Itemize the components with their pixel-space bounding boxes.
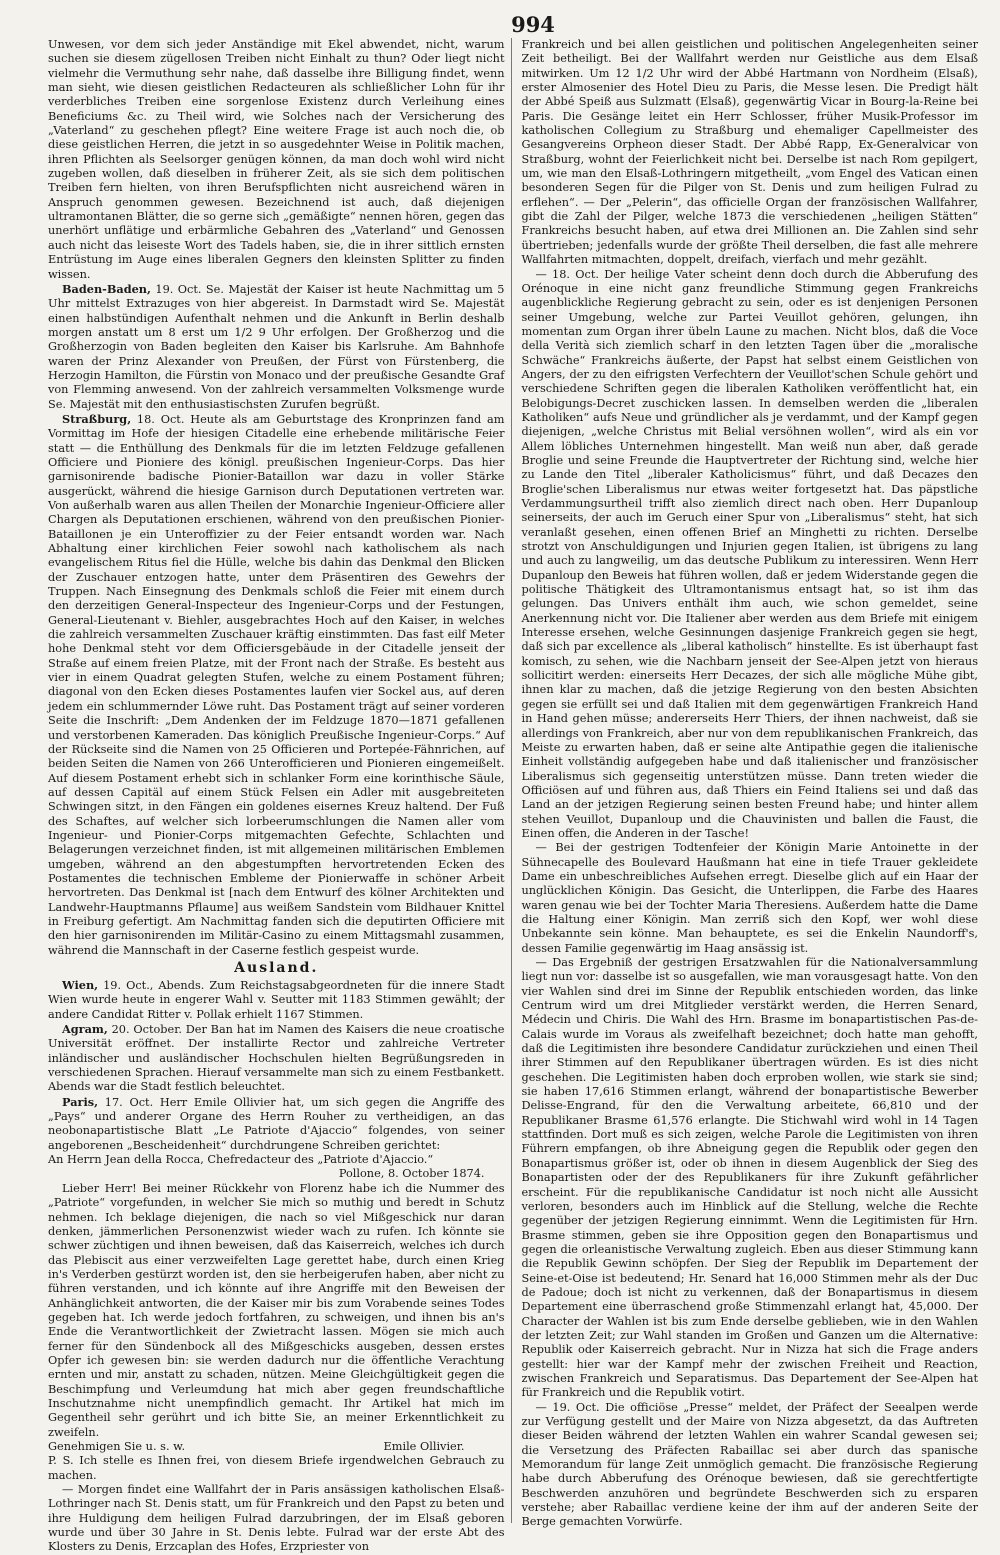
left-column (48, 38, 512, 1554)
article-paragraph: — 19. Oct. Die officiöse „Presse“ meldet, der Präfect der Seealpen werde zur Verfügung gestellt und der Maire von Nizza abgesetzt, da das Auftreten dieser Beiden während der letzten Wahlen ein wahrer Scandal gewesen sei; die Versetzung des Präfecten Rabaillac sei aber durch das spanische Memorandum für lange Zeit unmöglich gemacht. Die französische Regierung habe durch Abberufung des Orénoque bewiesen, daß sie gerechtfertigte Beschwerden anzuhören und begründete Beschwerden sich zu ersparen verstehe; aber Rabaillac verdiene keine der ihm auf der anderen Seite der Berge gemachten Vorwürfe. (521, 1400, 978, 1529)
article-paragraph: — 18. Oct. Der heilige Vater scheint denn doch durch die Abberufung des Orénoque in eine nicht ganz freundliche Stimmung gegen Frankreichs augenblickliche Regierung gebracht zu sein, oder es ist denjenigen Personen seiner Umgebung, welche zur Partei Veuillot gehören, gelungen, ihn momentan zum Organ ihrer übeln Laune zu machen. Nicht blos, daß die Voce della Verità sich ziemlich scharf in den letzten Tagen über die „moralische Schwäche“ Frankreichs äußerte, der Papst hat selbst einem Geistlichen von Angers, der zu den eifrigsten Verfechtern der Veuillot'schen Schule gehört und verschiedene Schriften gegen die liberalen Katholiken veröffentlicht hat, ein Belobigungs-Decret zuschicken lassen. In demselben werden die „liberalen Katholiken“ aufs Neue und gründlicher als je verdammt, und der Kampf gegen diejenigen, „welche Christus mit Belial versöhnen wollen“, wird als ein vor Allem löbliches Unternehmen hingestellt. Man weiß nun aber, daß gerade Broglie und seine Freunde die Hauptvertreter der Richtung sind, welche hier zu Lande den Titel „liberaler Katholicismus“ führt, und daß Decazes den Broglie'schen Liberalismus nur etwas weiter fortgesetzt hat. Das päpstliche Verdammungsurtheil trifft also ziemlich direct nach oben. Herr Dupanloup seinerseits, der auch im Geruch einer Spur von „Liberalismus“ steht, hat sich veranlaßt gesehen, einen offenen Brief an Minghetti zu richten. Derselbe strotzt von Anschuldigungen und Injurien gegen Italien, ist übrigens zu lang und auch zu langweilig, um das deutsche Publikum zu interessiren. Wenn Herr Dupanloup den Beweis hat führen wollen, daß er jedem Widerstande gegen die politische Thätigkeit des Ultramontanismus entsagt hat, so ist ihm das gelungen. Das Univers enthält ihm auch, wie schon gemeldet, seine Anerkennung nicht vor. Die Italiener aber werden aus dem Briefe mit einigem Interesse ersehen, welche Gesinnungen dasjenige Frankreich gegen sie hegt, daß sich par excellence als „liberal katholisch“ hinstellte. Es ist überhaupt fast komisch, zu sehen, wie die Nachbarn jenseit der See-Alpen jetzt von hieraus sollicitirt werden: einerseits Herr Decazes, der sich alle mögliche Mühe gibt, ihnen klar zu machen, daß die jetzige Regierung von den besten Absichten gegen sie erfüllt sei und daß Italien mit dem gegenwärtigen Frankreich Hand in Hand gehen müsse; andererseits Herr Thiers, der ihnen nachweist, daß sie allerdings von Frankreich, aber nur von dem republikanischen Frankreich, das Meiste zu erwarten haben, daß er seine alte Antipathie gegen die italienische Einheit vollständig aufgegeben habe und daß italienischer und französischer Liberalismus sich gegenseitig unterstützen müsse. Dann treten wieder die Officiösen auf und führen aus, daß Thiers ein Feind Italiens sei und daß das Land an der jetzigen Regierung seinen besten Freund habe; und hinter allem stehen Veuillot, Dupanloup und die Chauvinisten und ballen die Faust, die Einen offen, die Anderen in der Tasche! (521, 267, 978, 840)
section-heading: Ausland. (234, 960, 319, 976)
article-paragraph: — Bei der gestrigen Todtenfeier der Königin Marie Antoinette in der Sühnecapelle des Boulevard Haußmann hat eine in tiefe Trauer gekleidete Dame ein unbeschreibliches Aufsehen erregt. Dieselbe glich auf ein Haar der unglücklichen Königin. Das Gesicht, die Unterlippen, die Farbe des Haares waren genau wie bei der Tochter Maria Theresiens. Außerdem hatte die Dame die Haltung einer Königin. Man zerriß sich den Kopf, wer wohl diese Unbekannte sein könne. Man behauptete, es sei die Enkelin Naundorff's, dessen Familie gegenwärtig im Haag ansässig ist. (521, 841, 978, 955)
dateline: Paris, (62, 1094, 99, 1109)
letter-paragraph: Lieber Herr! Bei meiner Rückkehr von Florenz habe ich die Nummer des „Patriote“ vorgefunden, in welcher Sie mich so muthig und beredt in Schutz nehmen. Ich beklage diejenigen, die nach so viel Mißgeschick nur daran denken, jämmerlichen Personenzwist wieder wach zu rufen. Ich könnte sie schwer züchtigen und ihnen beweisen, daß das Kaiserreich, welches ich durch das Plebiscit aus einer verzweifelten Lage gerettet habe, durch einen Krieg in's Verderben gestürzt worden ist, den sie herbeigerufen haben, aber nicht zu führen verstanden, und ich könnte auf ihre Angriffe mit den Beweisen der Anhänglichkeit antworten, die der Kaiser mir bis zum Vorabende seines Todes gegeben hat. Ich werde jedoch fortfahren, zu schweigen, und ihnen bis an's Ende die Verantwortlichkeit der Zwietracht lassen. Mögen sie mich auch ferner für den Sündenbock all des Mißgeschicks ausgeben, dessen erstes Opfer ich gewesen bin: sie werden dadurch nur die öffentliche Verachtung ernten und mir, anstatt zu schaden, nützen. Meine Gleichgültigkeit gegen die Beschimpfung und Verleumdung hat mich aber gegen freundschaftliche Inschutznahme nicht unempfindlich gemacht. Ihr Artikel hat mich im Gegentheil sehr gerührt und ich bitte Sie, an meiner Erkenntlichkeit zu zweifeln. (48, 1181, 505, 1439)
letter-place-date: Pollone, 8. October 1874. (338, 1167, 485, 1181)
article-paragraph: Unwesen, vor dem sich jeder Anständige mit Ekel abwendet, nicht, warum suchen sie diesem zügellosen Treiben nicht Einhalt zu thun? Oder liegt nicht vielmehr die Vermuthung sehr nahe, daß dasselbe ihre Billigung findet, wenn man sieht, wie diesen geistlichen Redacteuren als schließlicher Lohn für ihr verderbliches Treiben eine sorgenlose Existenz durch Verleihung eines Beneficiums &c. zu Theil wird, wie Solches nach der Versicherung des „Vaterland“ zu geschehen pflegt? Eine weitere Frage ist auch noch die, ob diese geistlichen Herren, die jetzt in so ausgedehnter Weise in Politik machen, ihren Pflichten als Seelsorger genügen können, da man doch wohl wird nicht zugeben wollen, daß dieselben in früherer Zeit, als sie sich dem politischen Treiben fern hielten, von ihren Berufspflichten nicht ausreichend wären in Anspruch genommen gewesen. Bezeichnend ist auch, daß diejenigen ultramontanen Blätter, die so gerne sich „gemäßigte“ nennen hören, gegen das unerhört unflätige und erbärmliche Gebahren des „Vaterland“ und Genossen auch nicht das leiseste Wort des Tadels haben, sie, die in ihrer sittlich ernsten Entrüstung im Auge eines liberalen Gegners den kleinsten Splitter zu finden wissen. (48, 38, 505, 281)
article-paragraph (48, 1095, 505, 1153)
article-paragraph (48, 978, 505, 1022)
paragraph-text: 19. Oct. Se. Majestät der Kaiser ist heute Nachmittag um 5 Uhr mittelst Extrazuges von hier abgereist. In Darmstadt wird Se. Majestät einen halbstündigen Aufenthalt nehmen und die Ankunft in Berlin deshalb morgen anstatt um 8 erst um 1/2 9 Uhr erfolgen. Der Großherzog und die Großherzogin von Baden begleiten den Kaiser bis Karlsruhe. Am Bahnhofe waren der Prinz Alexander von Preußen, der Fürst von Fürstenberg, die Herzogin Hamilton, die Fürstin von Monaco und der preußische Gesandte Graf von Flemming anwesend. Von der zahlreich versammelten Volksmenge wurde Se. Majestät mit den enthusiastischsten Zurufen begrüßt. (48, 282, 505, 411)
article-paragraph (48, 282, 505, 412)
dateline: Wien, (62, 978, 99, 992)
letter-paragraph: P. S. Ich stelle es Ihnen frei, von diesem Briefe irgendwelchen Gebrauch zu machen. (48, 1454, 505, 1482)
paragraph-text: 20. October. Der Ban hat im Namen des Kaisers die neue croatische Universität eröffnet. Der installirte Rector und zahlreiche Vertreter inländischer und ausländischer Hochschulen hielten Begrüßungsreden in verschiedenen Sprachen. Hierauf versammelte man sich zu einem Festbankett. Abends war die Stadt festlich beleuchtet. (48, 1023, 505, 1094)
dateline: Straßburg, (62, 411, 132, 426)
columns (48, 38, 978, 1554)
letter-paragraph: An Herrn Jean della Rocca, Chefredacteur des „Patriote d'Ajaccio.“ (48, 1153, 434, 1167)
letter-signoff (48, 1440, 505, 1454)
article-paragraph: — Das Ergebniß der gestrigen Ersatzwahlen für die Nationalversammlung liegt nun vor: dasselbe ist so ausgefallen, wie man vorausgesagt hatte. Von den vier Wahlen sind drei im Sinne der Republik entschieden worden, das linke Centrum wird um drei Mitglieder verstärkt werden, die Herren Senard, Médecin und Chiris. Die Wahl des Hrn. Brasme im bonapartistischen Pas-de-Calais wurde im Voraus als zweifelhaft bezeichnet; doch hatte man gehofft, daß die Legitimisten ihre besondere Candidatur zurückziehen und einen Theil ihrer Stimmen auf den Republikaner übertragen würden. Es ist dies nicht geschehen. Die Legitimisten haben doch erproben wollen, wie stark sie sind; sie haben 17,616 Stimmen erlangt, während der bonapartistische Bewerber Delisse-Engrand, für den die Verwaltung arbeitete, 66,810 und der Republikaner Brasme 61,576 erlangte. Die Stichwahl wird wohl in 14 Tagen stattfinden. Dort muß es sich zeigen, welche Parole die Legitimisten von ihren Führern empfangen, ob ihre Abneigung gegen die Republik oder gegen den Bonapartismus größer ist, oder ob ihnen in diesem Augenblick der Sieg des Bonapartisten oder der des Republikaners für ihre Zukunft gefährlicher erscheint. Für die republikanische Candidatur ist noch nicht alle Aussicht verloren, besonders auch im Hinblick auf die Stellung, welche die Rechte gegenüber der jetzigen Regierung einnimmt. Wenn die Legitimisten für Hrn. Brasme stimmen, geben sie ihre Opposition gegen den Bonapartismus und gegen die orleanistische Verwaltung zugleich. Eben aus dieser Stimmung kann die Republik Gewinn schöpfen. Der Sieg der Republik im Departement der Seine-et-Oise ist bedeutend; Hr. Senard hat 16,000 Stimmen mehr als der Duc de Padoue; doch ist nicht zu verkennen, daß der Bonapartismus in diesem Departement eine überraschend große Stimmenzahl erlangt hat, 45,000. Der Character der Wahlen ist bis zum Ende derselbe geblieben, wie in den Wahlen der letzten Zeit; zur Wahl standen im Großen und Ganzen um die Alternative: Republik oder Kaiserreich gebracht. Nur in Nizza hat sich die Frage anders gestellt: hier war der Kampf mehr der zwischen Freiheit und Reaction, zwischen Frankreich und Separatismus. Das Departement der See-Alpen hat für Frankreich und die Republik votirt. (521, 956, 978, 1400)
paragraph-text: 18. Oct. Heute als am Geburtstage des Kronprinzen fand am Vormittag im Hofe der hiesigen Citadelle eine erhebende militärische Feier statt — die Enthüllung des Denkmals für die im letzten Feldzuge gefallenen Officiere und Pioniere des königl. preußischen Ingenieur-Corps. Das hier garnisonirende badische Pionier-Bataillon war dazu in voller Stärke ausgerückt, während die hiesige Garnison durch Deputationen vertreten war. Von außerhalb waren aus allen Theilen der Monarchie Ingenieur-Officiere aller Chargen als Deputationen erschienen, während von den preußischen Pionier-Bataillonen je ein Unteroffizier zu der Feier entsandt worden war. Nach Abhaltung einer kirchlichen Feier sowohl nach katholischem als nach evangelischem Ritus fiel die Hülle, welche bis dahin das Denkmal den Blicken der Zuschauer entzogen hatte, unter dem Präsentiren des Gewehrs der Truppen. Nach Einsegnung des Denkmals schloß die Feier mit einem durch den derzeitigen General-Inspecteur des Ingenieur-Corps und der Festungen, General-Lieutenant v. Biehler, ausgebrachtes Hoch auf den Kaiser, in welches die zahlreich versammelten Zuschauer kräftig einstimmten. Das fast eilf Meter hohe Denkmal steht vor dem Officiersgebäude in der Citadelle jenseit der Straße auf einem freien Platze, mit der Front nach der Straße. Es besteht aus vier in einem Quadrat gelegten Stufen, welche zu einem Postament führen; diagonal von den Ecken dieses Postamentes laufen vier Sockel aus, auf deren jedem ein schlummernder Löwe ruht. Das Postament trägt auf seiner vorderen Seite die Inschrift: „Dem Andenken der im Feldzuge 1870—1871 gefallenen und verstorbenen Kameraden. Das königlich Preußische Ingenieur-Corps.“ Auf der Rückseite sind die Namen von 25 Officieren und Portepée-Fähnrichen, auf beiden Seiten die Namen von 266 Unterofficieren und Pionieren eingemeißelt. Auf diesem Postament erhebt sich in schlanker Form eine korinthische Säule, auf dessen Capitäl auf einem Stück Felsen ein Adler mit ausgebreiteten Schwingen sitzt, in den Fängen ein goldenes eisernes Kreuz haltend. Der Fuß des Schaftes, auf welcher sich lorbeerumschlungen die Namen aller vom Ingenieur- und Pionier-Corps mitgemachten Gefechte, Schlachten und Belagerungen verzeichnet finden, ist mit allgemeinen militärischen Emblemen umgeben, während an den abgestumpften hervortretenden Ecken des Postamentes die technischen Embleme der Pionierwaffe in schöner Arbeit hervortreten. Das Denkmal ist [nach dem Entwurf des kölner Architekten und Landwehr-Hauptmanns Pflaume] aus weißem Sandstein vom Bildhauer Knittel in Freiburg gefertigt. Am Nachmittag fanden sich die deputirten Officiere mit den hier garnisonirenden im Militär-Casino zu einem Mittagsmahl zusammen, während die Mannschaft in der Caserne festlich gespeist wurde. (48, 412, 505, 957)
signoff-signature: Emile Ollivier. (383, 1440, 465, 1453)
signoff-greeting: Genehmigen Sie u. s. w. (48, 1440, 186, 1453)
article-paragraph (48, 412, 505, 958)
dateline: Agram, (62, 1022, 108, 1037)
article-paragraph: Frankreich und bei allen geistlichen und politischen Angelegenheiten seiner Zeit betheiligt. Bei der Wallfahrt werden nur Geistliche aus dem Elsaß mitwirken. Um 12 1/2 Uhr wird der Abbé Hartmann von Nordheim (Elsaß), erster Almosenier des Hotel Dieu zu Paris, die Messe lesen. Die Predigt hält der Abbé Speiß aus Sulzmatt (Elsaß), gegenwärtig Vicar in Bourg-la-Reine bei Paris. Die Gesänge leitet ein Herr Schlosser, früher Musik-Professor im katholischen Collegium zu Straßburg und ehemaliger Capellmeister des Gesangvereins Orpheon dieser Stadt. Der Abbé Rapp, Ex-Generalvicar von Straßburg, wohnt der Feierlichkeit nicht bei. Derselbe ist nach Rom gepilgert, um, wie man den Elsaß-Lothringern mitgetheilt, „vom Engel des Vatican einen besonderen Segen für die Pilger von St. Denis und zum heiligen Fulrad zu erflehen“. — Der „Pelerin“, das officielle Organ der französischen Wallfahrer, gibt die Zahl der Pilger, welche 1873 die verschiedenen „heiligen Stätten“ Frankreichs besucht haben, auf etwa drei Millionen an. Die Zahlen sind sehr übertrieben; jedenfalls wurde der größte Theil derselben, die fast alle mehrere Wallfahrten mitmachten, doppelt, dreifach, vierfach und mehr gezählt. (521, 38, 978, 267)
page-number: 994 (511, 12, 555, 37)
paragraph-text: 19. Oct., Abends. Zum Reichstagsabgeordneten für die innere Stadt Wien wurde heute in engerer Wahl v. Seutter mit 1183 Stimmen gewählt; der andere Candidat Ritter v. Pollak erhielt 1167 Stimmen. (48, 979, 505, 1021)
article-paragraph: — Morgen findet eine Wallfahrt der in Paris ansässigen katholischen Elsaß-Lothringer nach St. Denis statt, um für Frankreich und den Papst zu beten und ihre Huldigung dem heiligen Fulrad darzubringen, der im Elsaß geboren wurde und über 30 Jahre in St. Denis lebte. Fulrad war der erste Abt des Klosters zu Denis, Erzcaplan des Hofes, Erzpriester von (48, 1483, 505, 1554)
paragraph-text: 17. Oct. Herr Emile Ollivier hat, um sich gegen die Angriffe des „Pays“ und anderer Organe des Herrn Rouher zu vertheidigen, an das neobonapartistische Blatt „Le Patriote d'Ajaccio“ folgendes, von seiner angeborenen „Bescheidenheit“ durchdrungene Schreiben gerichtet: (48, 1095, 505, 1152)
right-column (521, 38, 979, 1529)
dateline: Baden-Baden, (62, 281, 151, 296)
article-paragraph (48, 1022, 505, 1095)
